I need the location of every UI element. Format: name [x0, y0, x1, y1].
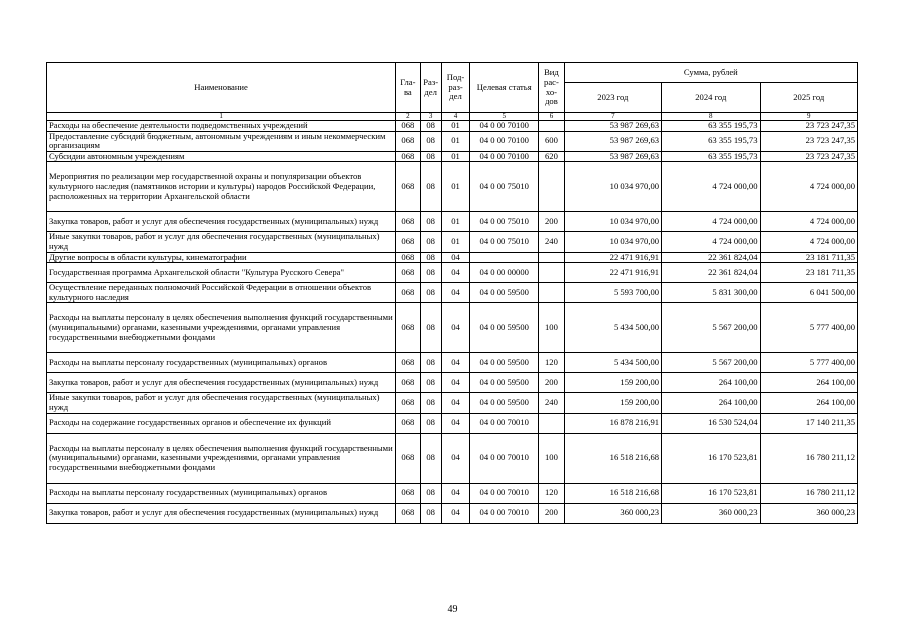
- row-podrazdel: 01: [441, 151, 469, 162]
- row-sum-2023: 10 034 970,00: [564, 162, 661, 212]
- table-row: [47, 232, 858, 252]
- row-glava: 068: [396, 353, 420, 373]
- row-name: Другие вопросы в области культуры, кинематографии: [47, 252, 396, 263]
- row-glava: 068: [396, 232, 420, 252]
- row-name: Закупка товаров, работ и услуг для обеспечения государственных (муниципальных) нужд: [47, 212, 396, 232]
- row-sum-2025: 17 140 211,35: [760, 413, 857, 433]
- row-name: Расходы на обеспечение деятельности подведомственных учреждений: [47, 121, 396, 132]
- table-row: [47, 373, 858, 393]
- row-name: Субсидии автономным учреждениям: [47, 151, 396, 162]
- row-razdel: 08: [420, 283, 441, 303]
- row-razdel: 08: [420, 353, 441, 373]
- row-sum-2023: 53 987 269,63: [564, 131, 661, 151]
- header-year-2023: 2023 год: [564, 83, 661, 113]
- row-tselevaya-statya: 04 0 00 70100: [470, 121, 539, 132]
- row-podrazdel: 04: [441, 263, 469, 283]
- table-row: [47, 503, 858, 523]
- row-vid-rashodov: 200: [539, 503, 564, 523]
- row-sum-2024: 63 355 195,73: [662, 131, 760, 151]
- row-razdel: 08: [420, 121, 441, 132]
- row-razdel: 08: [420, 393, 441, 413]
- row-sum-2024: 5 831 300,00: [662, 283, 760, 303]
- row-sum-2025: 4 724 000,00: [760, 162, 857, 212]
- row-name: Предоставление субсидий бюджетным, автономным учреждениям и иным некоммерческим организациям: [47, 131, 396, 151]
- row-sum-2023: 360 000,23: [564, 503, 661, 523]
- row-tselevaya-statya: 04 0 00 59500: [470, 303, 539, 353]
- column-index: 2: [396, 113, 420, 121]
- row-sum-2024: 4 724 000,00: [662, 162, 760, 212]
- row-sum-2025: 23 723 247,35: [760, 131, 857, 151]
- row-name: Осуществление переданных полномочий Российской Федерации в отношении объектов культурного наследия: [47, 283, 396, 303]
- row-glava: 068: [396, 212, 420, 232]
- row-sum-2024: 16 170 523,81: [662, 483, 760, 503]
- table-row: [47, 393, 858, 413]
- row-podrazdel: 04: [441, 413, 469, 433]
- row-vid-rashodov: 240: [539, 232, 564, 252]
- row-sum-2025: 23 723 247,35: [760, 151, 857, 162]
- table-row: [47, 263, 858, 283]
- header-podrazdel: Под-раз-дел: [441, 63, 469, 113]
- table-row: [47, 433, 858, 483]
- row-sum-2023: 22 471 916,91: [564, 263, 661, 283]
- row-podrazdel: 01: [441, 131, 469, 151]
- row-sum-2025: 264 100,00: [760, 393, 857, 413]
- row-sum-2025: 23 723 247,35: [760, 121, 857, 132]
- row-sum-2023: 16 518 216,68: [564, 483, 661, 503]
- header-glava: Гла-ва: [396, 63, 420, 113]
- column-index: 5: [470, 113, 539, 121]
- row-name: Расходы на выплаты персоналу государственных (муниципальных) органов: [47, 483, 396, 503]
- row-vid-rashodov: [539, 413, 564, 433]
- row-vid-rashodov: 100: [539, 303, 564, 353]
- row-tselevaya-statya: 04 0 00 70010: [470, 483, 539, 503]
- column-index: 9: [760, 113, 857, 121]
- table-row: [47, 252, 858, 263]
- row-podrazdel: 04: [441, 503, 469, 523]
- row-sum-2024: 5 567 200,00: [662, 353, 760, 373]
- row-tselevaya-statya: [470, 252, 539, 263]
- row-sum-2024: 360 000,23: [662, 503, 760, 523]
- row-sum-2024: 5 567 200,00: [662, 303, 760, 353]
- row-razdel: 08: [420, 503, 441, 523]
- row-vid-rashodov: 200: [539, 212, 564, 232]
- row-sum-2023: 5 593 700,00: [564, 283, 661, 303]
- row-sum-2024: 22 361 824,04: [662, 252, 760, 263]
- row-razdel: 08: [420, 263, 441, 283]
- row-sum-2025: 16 780 211,12: [760, 433, 857, 483]
- row-glava: 068: [396, 433, 420, 483]
- row-glava: 068: [396, 252, 420, 263]
- row-podrazdel: 04: [441, 283, 469, 303]
- row-sum-2023: 10 034 970,00: [564, 212, 661, 232]
- header-year-2024: 2024 год: [662, 83, 760, 113]
- row-sum-2023: 5 434 500,00: [564, 303, 661, 353]
- row-podrazdel: 04: [441, 303, 469, 353]
- column-index: 7: [564, 113, 661, 121]
- row-vid-rashodov: [539, 283, 564, 303]
- row-vid-rashodov: 100: [539, 433, 564, 483]
- row-sum-2024: 16 530 524,04: [662, 413, 760, 433]
- row-sum-2023: 53 987 269,63: [564, 151, 661, 162]
- row-vid-rashodov: 240: [539, 393, 564, 413]
- row-sum-2025: 5 777 400,00: [760, 353, 857, 373]
- row-vid-rashodov: 120: [539, 483, 564, 503]
- row-vid-rashodov: [539, 252, 564, 263]
- row-tselevaya-statya: 04 0 00 70010: [470, 413, 539, 433]
- row-razdel: 08: [420, 252, 441, 263]
- row-tselevaya-statya: 04 0 00 75010: [470, 212, 539, 232]
- row-podrazdel: 04: [441, 353, 469, 373]
- column-index: 1: [47, 113, 396, 121]
- row-podrazdel: 01: [441, 232, 469, 252]
- header-name: Наименование: [47, 63, 396, 113]
- row-sum-2024: 264 100,00: [662, 373, 760, 393]
- row-tselevaya-statya: 04 0 00 70100: [470, 151, 539, 162]
- row-sum-2025: 5 777 400,00: [760, 303, 857, 353]
- row-name: Расходы на выплаты персоналу в целях обеспечения выполнения функций государственными (муниципальными) органами, казенными учреждениями, органами управления государственными внебюджетными фондами: [47, 303, 396, 353]
- row-podrazdel: 04: [441, 483, 469, 503]
- header-year-2025: 2025 год: [760, 83, 857, 113]
- row-name: Расходы на выплаты персоналу государственных (муниципальных) органов: [47, 353, 396, 373]
- row-vid-rashodov: 600: [539, 131, 564, 151]
- row-sum-2025: 6 041 500,00: [760, 283, 857, 303]
- table-row: [47, 303, 858, 353]
- row-glava: 068: [396, 151, 420, 162]
- row-sum-2023: 10 034 970,00: [564, 232, 661, 252]
- row-name: Мероприятия по реализации мер государственной охраны и популяризации объектов культурного наследия (памятников истории и культуры) народов Российской Федерации, расположенных на территории Архангельской области: [47, 162, 396, 212]
- row-sum-2023: 5 434 500,00: [564, 353, 661, 373]
- row-razdel: 08: [420, 373, 441, 393]
- row-razdel: 08: [420, 131, 441, 151]
- column-index: 6: [539, 113, 564, 121]
- row-glava: 068: [396, 373, 420, 393]
- row-tselevaya-statya: 04 0 00 70100: [470, 131, 539, 151]
- header-tselevaya-statya: Целевая статья: [470, 63, 539, 113]
- row-razdel: 08: [420, 413, 441, 433]
- row-tselevaya-statya: 04 0 00 59500: [470, 353, 539, 373]
- row-podrazdel: 01: [441, 162, 469, 212]
- row-glava: 068: [396, 503, 420, 523]
- row-sum-2024: 22 361 824,04: [662, 263, 760, 283]
- row-name: Расходы на выплаты персоналу в целях обеспечения выполнения функций государственными (муниципальными) органами, казенными учреждениями, органами управления государственными внебюджетными фондами: [47, 433, 396, 483]
- row-podrazdel: 01: [441, 212, 469, 232]
- row-razdel: 08: [420, 232, 441, 252]
- row-sum-2025: 23 181 711,35: [760, 263, 857, 283]
- column-index-row: [47, 113, 858, 121]
- row-name: Закупка товаров, работ и услуг для обеспечения государственных (муниципальных) нужд: [47, 503, 396, 523]
- row-podrazdel: 04: [441, 433, 469, 483]
- row-sum-2024: 4 724 000,00: [662, 232, 760, 252]
- row-sum-2023: 16 878 216,91: [564, 413, 661, 433]
- row-glava: 068: [396, 283, 420, 303]
- table-row: [47, 212, 858, 232]
- row-name: Расходы на содержание государственных органов и обеспечение их функций: [47, 413, 396, 433]
- row-name: Иные закупки товаров, работ и услуг для обеспечения государственных (муниципальных) нужд: [47, 232, 396, 252]
- table-row: [47, 121, 858, 132]
- row-tselevaya-statya: 04 0 00 75010: [470, 162, 539, 212]
- row-glava: 068: [396, 131, 420, 151]
- row-sum-2024: 264 100,00: [662, 393, 760, 413]
- row-razdel: 08: [420, 303, 441, 353]
- row-razdel: 08: [420, 212, 441, 232]
- row-sum-2025: 264 100,00: [760, 373, 857, 393]
- column-index: 3: [420, 113, 441, 121]
- row-sum-2024: 63 355 195,73: [662, 121, 760, 132]
- row-sum-2023: 22 471 916,91: [564, 252, 661, 263]
- row-glava: 068: [396, 483, 420, 503]
- row-podrazdel: 01: [441, 121, 469, 132]
- table-row: [47, 162, 858, 212]
- column-index: 4: [441, 113, 469, 121]
- header-vid-rashodov: Вид рас-хо-дов: [539, 63, 564, 113]
- row-name: Государственная программа Архангельской области "Культура Русского Севера": [47, 263, 396, 283]
- row-tselevaya-statya: 04 0 00 75010: [470, 232, 539, 252]
- row-vid-rashodov: 620: [539, 151, 564, 162]
- row-glava: 068: [396, 162, 420, 212]
- row-sum-2023: 159 200,00: [564, 393, 661, 413]
- budget-table: [46, 62, 858, 524]
- row-razdel: 08: [420, 483, 441, 503]
- row-vid-rashodov: [539, 162, 564, 212]
- row-sum-2023: 53 987 269,63: [564, 121, 661, 132]
- row-sum-2025: 23 181 711,35: [760, 252, 857, 263]
- page-number: 49: [447, 604, 458, 615]
- header-summa: Сумма, рублей: [564, 63, 857, 83]
- table-row: [47, 413, 858, 433]
- row-glava: 068: [396, 121, 420, 132]
- row-sum-2025: 16 780 211,12: [760, 483, 857, 503]
- table-row: [47, 151, 858, 162]
- table-row: [47, 353, 858, 373]
- row-glava: 068: [396, 413, 420, 433]
- row-tselevaya-statya: 04 0 00 59500: [470, 373, 539, 393]
- row-razdel: 08: [420, 162, 441, 212]
- row-tselevaya-statya: 04 0 00 59500: [470, 393, 539, 413]
- row-vid-rashodov: 200: [539, 373, 564, 393]
- row-vid-rashodov: [539, 121, 564, 132]
- row-sum-2023: 159 200,00: [564, 373, 661, 393]
- row-tselevaya-statya: 04 0 00 59500: [470, 283, 539, 303]
- row-tselevaya-statya: 04 0 00 70010: [470, 433, 539, 483]
- row-glava: 068: [396, 393, 420, 413]
- row-sum-2025: 4 724 000,00: [760, 212, 857, 232]
- table-row: [47, 283, 858, 303]
- row-name: Закупка товаров, работ и услуг для обеспечения государственных (муниципальных) нужд: [47, 373, 396, 393]
- row-podrazdel: 04: [441, 393, 469, 413]
- row-glava: 068: [396, 303, 420, 353]
- row-sum-2024: 4 724 000,00: [662, 212, 760, 232]
- row-sum-2025: 360 000,23: [760, 503, 857, 523]
- header-razdel: Раз-дел: [420, 63, 441, 113]
- row-tselevaya-statya: 04 0 00 70010: [470, 503, 539, 523]
- row-podrazdel: 04: [441, 252, 469, 263]
- row-name: Иные закупки товаров, работ и услуг для обеспечения государственных (муниципальных) нужд: [47, 393, 396, 413]
- row-sum-2025: 4 724 000,00: [760, 232, 857, 252]
- table-row: [47, 131, 858, 151]
- column-index: 8: [662, 113, 760, 121]
- row-sum-2024: 63 355 195,73: [662, 151, 760, 162]
- row-glava: 068: [396, 263, 420, 283]
- row-sum-2023: 16 518 216,68: [564, 433, 661, 483]
- table-body: [47, 121, 858, 524]
- row-vid-rashodov: [539, 263, 564, 283]
- row-razdel: 08: [420, 433, 441, 483]
- budget-table-container: [46, 62, 858, 524]
- row-vid-rashodov: 120: [539, 353, 564, 373]
- row-tselevaya-statya: 04 0 00 00000: [470, 263, 539, 283]
- row-sum-2024: 16 170 523,81: [662, 433, 760, 483]
- row-podrazdel: 04: [441, 373, 469, 393]
- table-row: [47, 483, 858, 503]
- row-razdel: 08: [420, 151, 441, 162]
